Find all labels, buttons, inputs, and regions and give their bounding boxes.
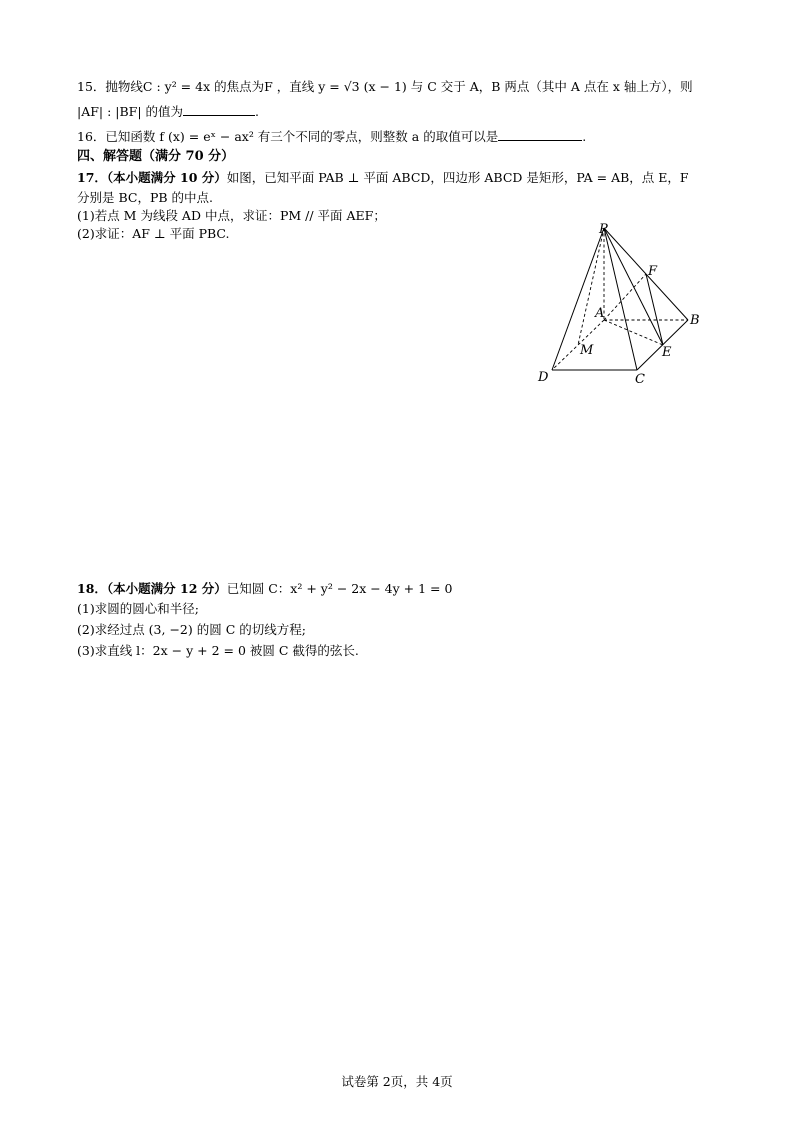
edge-PE (604, 228, 663, 345)
q15-line1: 15．抛物线C : y² = 4x 的焦点为F ，直线 y = √3 (x − 1) 与 C 交于 A，B 两点（其中 A 点在 x 轴上方），则 (77, 79, 693, 94)
q18-head: 18．（本小题满分 12 分） (77, 581, 227, 596)
q16-answer-blank[interactable] (498, 126, 582, 141)
q16-text: 16．已知函数 f (x) = eˣ − ax² 有三个不同的零点，则整数 a 的取值可以是 (77, 129, 499, 144)
q18-part3: (3)求直线 l：2x − y + 2 = 0 被圆 C 截得的弦长. (77, 643, 359, 658)
q16-end: . (582, 129, 587, 144)
q17-head: 17．（本小题满分 10 分） (77, 170, 227, 185)
label-E: E (662, 345, 672, 360)
q15-line2 (77, 101, 259, 121)
q17-part1: (1)若点 M 为线段 AD 中点，求证：PM // 平面 AEF； (77, 208, 386, 223)
q17-text1: 如图，已知平面 PAB ⊥ 平面 ABCD，四边形 ABCD 是矩形，PA = AB，点 E，F (226, 170, 689, 185)
label-P: P (599, 222, 608, 237)
pyramid-figure (520, 218, 720, 388)
segment-PM (578, 228, 604, 345)
q15-answer-blank[interactable] (183, 101, 255, 116)
q16-line (77, 126, 586, 146)
q18-text1: 已知圆 C：x² + y² − 2x − 4y + 1 = 0 (226, 581, 453, 596)
q17-line1 (77, 169, 689, 187)
edge-PC (604, 228, 637, 370)
label-D: D (538, 370, 549, 385)
q18-line1 (77, 580, 452, 598)
q18-part2: (2)求经过点 (3, −2) 的圆 C 的切线方程; (77, 622, 306, 637)
edge-PD (552, 228, 604, 370)
label-B: B (690, 313, 700, 328)
q15-line2-end: . (255, 104, 260, 119)
label-C: C (635, 372, 645, 387)
segment-AE (604, 320, 663, 345)
q17-line2: 分别是 BC，PB 的中点. (77, 190, 213, 205)
q18-part1: (1)求圆的圆心和半径; (77, 601, 199, 616)
page-footer: 试卷第 2页，共 4页 (341, 1074, 453, 1089)
q15-line2-text: |AF| : |BF| 的值为 (77, 104, 184, 119)
edge-FE (646, 274, 663, 345)
section-title: 四、解答题（满分 70 分） (77, 149, 235, 164)
label-A: A (595, 306, 605, 321)
q17-part2: (2)求证：AF ⊥ 平面 PBC. (77, 226, 230, 241)
segment-AF (604, 274, 646, 320)
edge-AD (552, 320, 604, 370)
label-M: M (580, 343, 594, 358)
label-F: F (648, 264, 658, 279)
